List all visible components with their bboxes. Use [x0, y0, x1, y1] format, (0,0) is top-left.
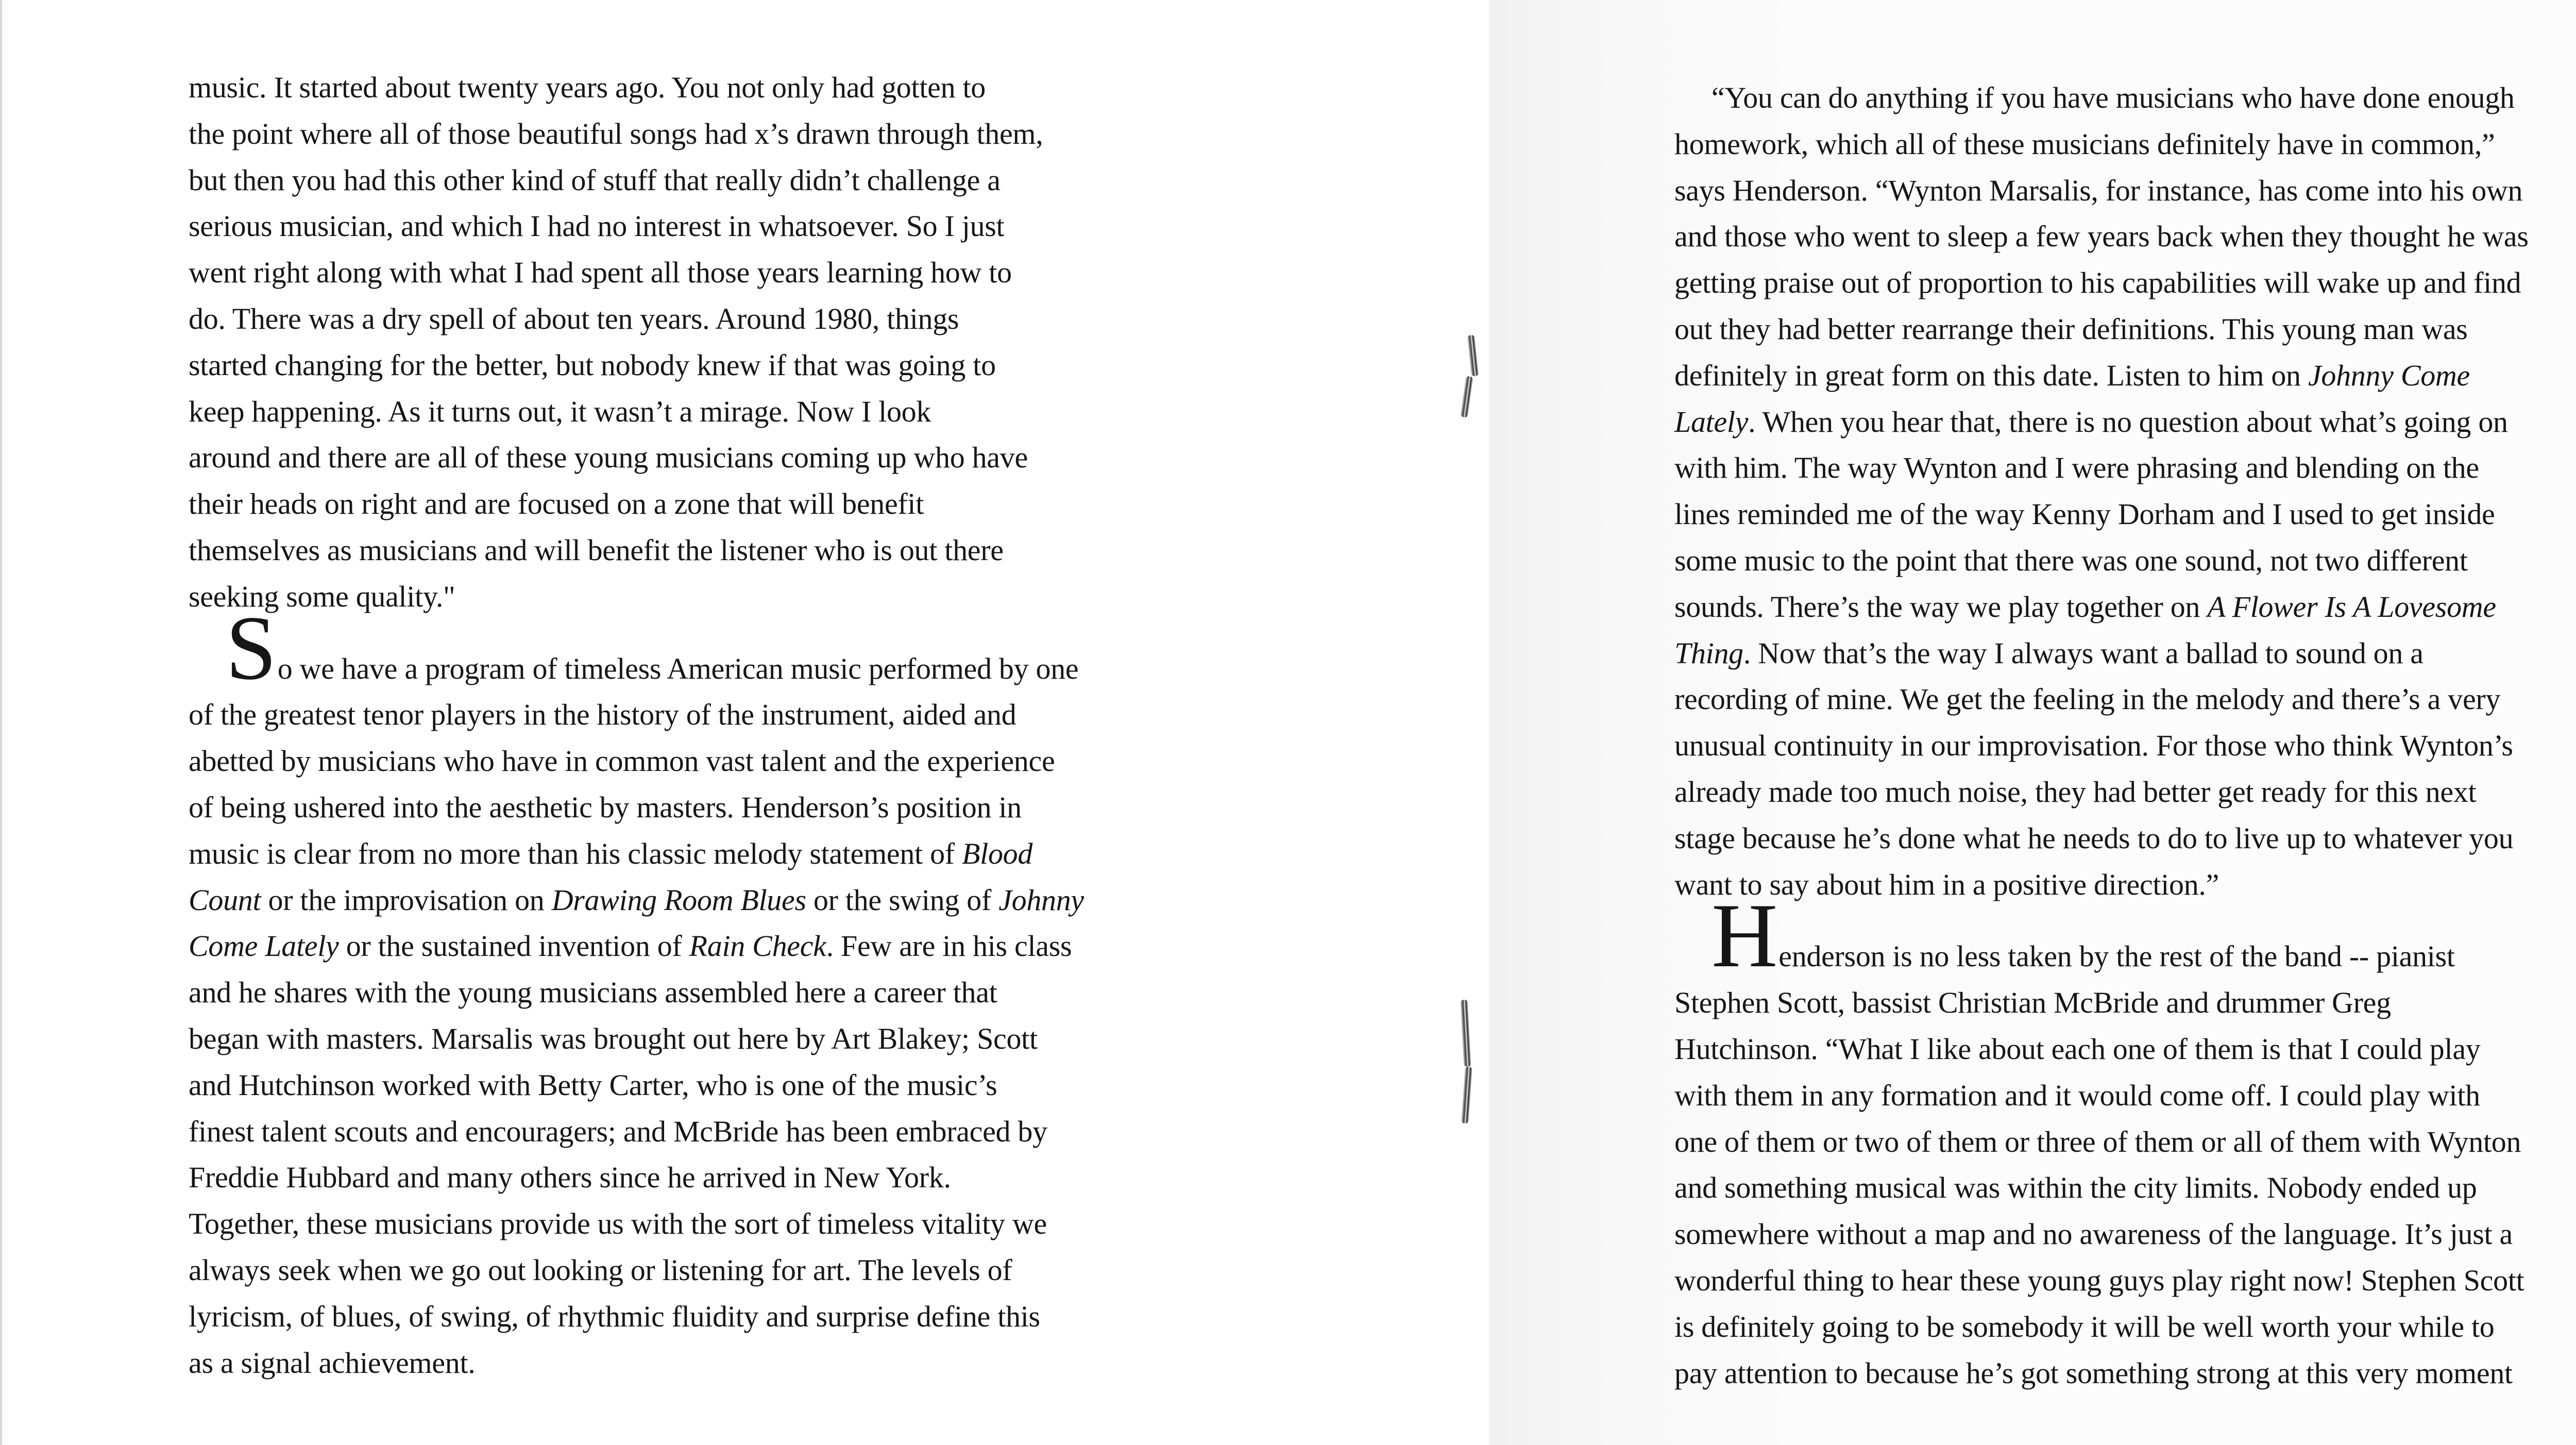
text-line: some music to the point that there was one sound, not two different	[1674, 543, 2468, 577]
song-title: Count	[189, 883, 261, 917]
text-line: and he shares with the young musicians assembled here a career that	[189, 976, 997, 1010]
text-line: the point where all of those beautiful songs had x’s drawn through them,	[189, 116, 1043, 150]
text-line: lines reminded me of the way Kenny Dorham and I used to get inside	[1674, 497, 2495, 531]
text-run: . Now that’s the way I always want a ballad to sound on a	[1743, 636, 2424, 670]
drop-cap: H	[1711, 884, 1778, 987]
song-title: Johnny Come	[2308, 358, 2470, 392]
song-title: Rain Check	[689, 929, 826, 963]
text-line: finest talent scouts and encouragers; and McBride has been embraced by	[189, 1114, 1047, 1148]
text-line	[1674, 584, 2576, 630]
drop-cap: S	[226, 596, 277, 699]
text-line: but then you had this other kind of stuff that really didn’t challenge a	[189, 163, 1001, 197]
text-line: recording of mine. We get the feeling in the melody and there’s a very	[1674, 682, 2501, 716]
paragraph-spacer	[1674, 908, 2576, 933]
song-title: Johnny	[998, 883, 1084, 917]
text-line	[1674, 399, 2576, 445]
paragraph	[1674, 75, 2576, 908]
text-line	[189, 877, 1265, 923]
text-run: or the swing of	[806, 883, 999, 917]
text-line: is definitely going to be somebody it will be well worth your while to	[1674, 1309, 2495, 1343]
text-line: began with masters. Marsalis was brought out here by Art Blakey; Scott	[189, 1021, 1038, 1055]
text-line: Stephen Scott, bassist Christian McBride and drummer Greg	[1674, 986, 2391, 1020]
page-edge	[0, 0, 2, 1445]
paragraph	[189, 64, 1265, 620]
text-line	[189, 923, 1265, 969]
text-line: do. There was a dry spell of about ten years. Around 1980, things	[189, 301, 959, 335]
song-title: Come Lately	[189, 929, 339, 963]
text-line: lyricism, of blues, of swing, of rhythmic fluidity and surprise define this	[189, 1299, 1040, 1333]
text-run: music is clear from no more than his classic melody statement of	[189, 836, 962, 870]
text-line: with him. The way Wynton and I were phrasing and blending on the	[1674, 451, 2479, 485]
text-line: getting praise out of proportion to his capabilities will wake up and find	[1674, 266, 2521, 300]
song-title: Lately	[1674, 405, 1749, 439]
text-line: of being ushered into the aesthetic by masters. Henderson’s position in	[189, 790, 1022, 824]
text-run: sounds. There’s the way we play together on	[1674, 590, 2208, 624]
text-line: somewhere without a map and no awareness of the language. It’s just a	[1674, 1217, 2513, 1251]
text-line: went right along with what I had spent all those years learning how to	[189, 256, 1012, 290]
text-line: “You can do anything if you have musicians who have done enough	[1711, 81, 2515, 114]
text-line: already made too much noise, they had better get ready for this next	[1674, 775, 2477, 809]
text-line	[1674, 630, 2576, 677]
text-line: music. It started about twenty years ago. You not only had gotten to	[189, 71, 986, 104]
text-line: want to say about him in a positive direction.”	[1674, 867, 2219, 901]
text-line: one of them or two of them or three of them or all of them with Wynton	[1674, 1124, 2521, 1158]
text-line	[189, 831, 1265, 877]
text-line: around and there are all of these young musicians coming up who have	[189, 441, 1028, 475]
text-line: pay attention to because he’s got something strong at this very moment	[1674, 1356, 2513, 1390]
text-line: themselves as musicians and will benefit the listener who is out there	[189, 533, 1004, 567]
text-line: Freddie Hubbard and many others since he arrived in New York.	[189, 1161, 951, 1195]
text-line: of the greatest tenor players in the history of the instrument, aided and	[189, 698, 1016, 732]
text-line: and those who went to sleep a few years back when they thought he was	[1674, 220, 2529, 254]
text-line: out they had better rearrange their definitions. This young man was	[1674, 312, 2468, 346]
text-line: seeking some quality."	[189, 579, 455, 613]
text-run: or the improvisation on	[261, 883, 552, 917]
text-line: homework, which all of these musicians definitely have in common,”	[1674, 127, 2495, 161]
text-line: and something musical was within the city limits. Nobody ended up	[1674, 1171, 2477, 1205]
text-run: . Few are in his class	[826, 929, 1072, 963]
text-line	[1674, 352, 2576, 399]
text-line: always seek when we go out looking or listening for art. The levels of	[189, 1253, 1012, 1287]
text-run: or the sustained invention of	[338, 929, 689, 963]
text-line: and Hutchinson worked with Betty Carter, who is one of the music’s	[189, 1068, 997, 1102]
paragraph-spacer	[189, 620, 1265, 646]
text-line: stage because he’s done what he needs to do to live up to whatever you	[1674, 821, 2514, 855]
text-line: abetted by musicians who have in common vast talent and the experience	[189, 744, 1055, 778]
text-line: serious musician, and which I had no interest in whatsoever. So I just	[189, 209, 1005, 243]
text-line: Together, these musicians provide us with the sort of timeless vitality we	[189, 1207, 1047, 1241]
text-line: started changing for the better, but nobody knew if that was going to	[189, 348, 996, 382]
text-run: definitely in great form on this date. Listen to him on	[1674, 358, 2308, 392]
song-title: Blood	[962, 836, 1033, 870]
text-line: keep happening. As it turns out, it wasn’t a mirage. Now I look	[189, 394, 931, 428]
text-line: Hutchinson. “What I like about each one of them is that I could play	[1674, 1032, 2481, 1066]
text-line: as a signal achievement.	[189, 1346, 476, 1380]
text-run: o we have a program of timeless American music performed by one	[277, 651, 1079, 685]
song-title: Drawing Room Blues	[551, 883, 806, 917]
text-line: says Henderson. “Wynton Marsalis, for instance, has come into his own	[1674, 173, 2523, 207]
text-line: wonderful thing to hear these young guys play right now! Stephen Scott	[1674, 1263, 2524, 1297]
text-run: enderson is no less taken by the rest of the band -- pianist	[1778, 939, 2455, 973]
right-page-text	[1674, 75, 2576, 1396]
left-page-text	[189, 64, 1265, 1386]
text-run: . When you hear that, there is no question about what’s going on	[1748, 405, 2508, 439]
text-line: their heads on right and are focused on a zone that will benefit	[189, 487, 924, 521]
song-title: Thing	[1674, 636, 1743, 670]
song-title: A Flower Is A Lovesome	[2207, 590, 2496, 624]
text-line: unusual continuity in our improvisation. For those who think Wynton’s	[1674, 729, 2513, 763]
text-line: with them in any formation and it would come off. I could play with	[1674, 1078, 2480, 1112]
